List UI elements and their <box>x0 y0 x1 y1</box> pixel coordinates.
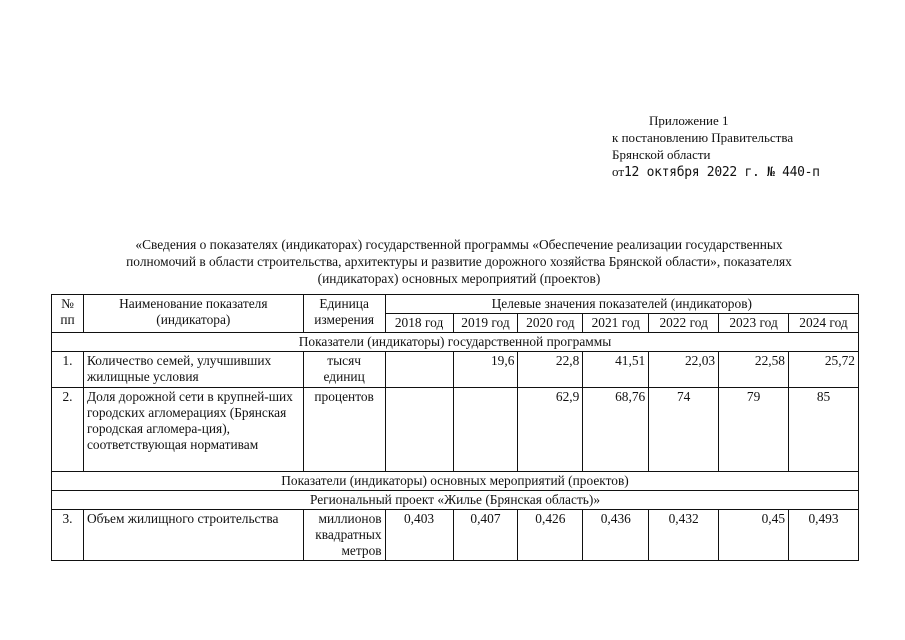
year-2020: 2020 год <box>518 314 583 333</box>
value-cell: 74 <box>649 388 719 472</box>
value-cell: 22,03 <box>649 352 719 388</box>
row-unit: тысяч единиц <box>303 352 385 388</box>
value-cell <box>385 388 453 472</box>
year-2019: 2019 год <box>453 314 518 333</box>
table-row <box>52 388 859 472</box>
value-cell: 0,493 <box>789 510 859 561</box>
value-cell: 22,8 <box>518 352 583 388</box>
row-number: 3. <box>52 510 84 561</box>
year-2024: 2024 год <box>789 314 859 333</box>
value-cell: 22,58 <box>719 352 789 388</box>
section-row-regional-project <box>52 491 859 510</box>
year-2021: 2021 год <box>583 314 649 333</box>
header-targets: Целевые значения показателей (индикаторов) <box>385 295 858 314</box>
title-line-2: полномочий в области строительства, архитектуры и развитие дорожного хозяйства Брянской области», показателях <box>126 254 792 269</box>
year-2022: 2022 год <box>649 314 719 333</box>
value-cell: 79 <box>719 388 789 472</box>
table-row <box>52 510 859 561</box>
value-cell <box>385 352 453 388</box>
header-row-1 <box>52 295 859 314</box>
header-num <box>52 295 84 333</box>
section-program-title: Показатели (индикаторы) государственной программы <box>52 333 859 352</box>
section-activities-title: Показатели (индикаторы) основных мероприятий (проектов) <box>52 472 859 491</box>
value-cell: 62,9 <box>518 388 583 472</box>
appendix-line-2: к постановлению Правительства <box>612 130 794 145</box>
table-row <box>52 352 859 388</box>
row-indicator-name: Доля дорожной сети в крупней-ших городских агломерациях (Брянская городская агломера-ция), соответствующая нормативам <box>83 388 303 472</box>
appendix-line-3: Брянской области <box>612 147 711 162</box>
value-cell: 0,426 <box>518 510 583 561</box>
year-2018: 2018 год <box>385 314 453 333</box>
header-unit <box>303 295 385 333</box>
header-name-line-2: (индикатора) <box>156 312 231 327</box>
row-unit: процентов <box>303 388 385 472</box>
value-cell: 41,51 <box>583 352 649 388</box>
header-name-line-1: Наименование показателя <box>119 296 268 311</box>
header-unit-line-1: Единица <box>319 296 369 311</box>
indicators-table <box>51 294 859 561</box>
value-cell: 19,6 <box>453 352 518 388</box>
document-title <box>60 236 858 287</box>
row-number: 1. <box>52 352 84 388</box>
value-cell: 0,432 <box>649 510 719 561</box>
value-cell <box>453 388 518 472</box>
header-name <box>83 295 303 333</box>
year-2023: 2023 год <box>719 314 789 333</box>
header-num-line-2: пп <box>60 312 75 327</box>
title-line-3: (индикаторах) основных мероприятий (проектов) <box>317 271 601 286</box>
row-indicator-name: Количество семей, улучшивших жилищные условия <box>83 352 303 388</box>
value-cell: 25,72 <box>789 352 859 388</box>
value-cell: 85 <box>789 388 859 472</box>
title-line-1: «Сведения о показателях (индикаторах) государственной программы «Обеспечение реализации государственных <box>135 237 783 252</box>
appendix-line-4 <box>612 163 820 181</box>
appendix-line-1: Приложение 1 <box>649 113 729 128</box>
row-number: 2. <box>52 388 84 472</box>
appendix-date-prefix: от <box>612 164 625 179</box>
row-unit: миллионов квадратных метров <box>303 510 385 561</box>
section-regional-project-title: Региональный проект «Жилье (Брянская область)» <box>52 491 859 510</box>
value-cell: 0,45 <box>719 510 789 561</box>
value-cell: 0,407 <box>453 510 518 561</box>
value-cell: 0,436 <box>583 510 649 561</box>
value-cell: 0,403 <box>385 510 453 561</box>
row-indicator-name: Объем жилищного строительства <box>83 510 303 561</box>
section-row-program <box>52 333 859 352</box>
appendix-block <box>612 112 820 181</box>
header-unit-line-2: измерения <box>314 312 375 327</box>
value-cell: 68,76 <box>583 388 649 472</box>
section-row-activities <box>52 472 859 491</box>
appendix-date: 12 октября 2022 г. № 440-п <box>624 165 820 180</box>
header-num-line-1: № <box>61 296 74 311</box>
